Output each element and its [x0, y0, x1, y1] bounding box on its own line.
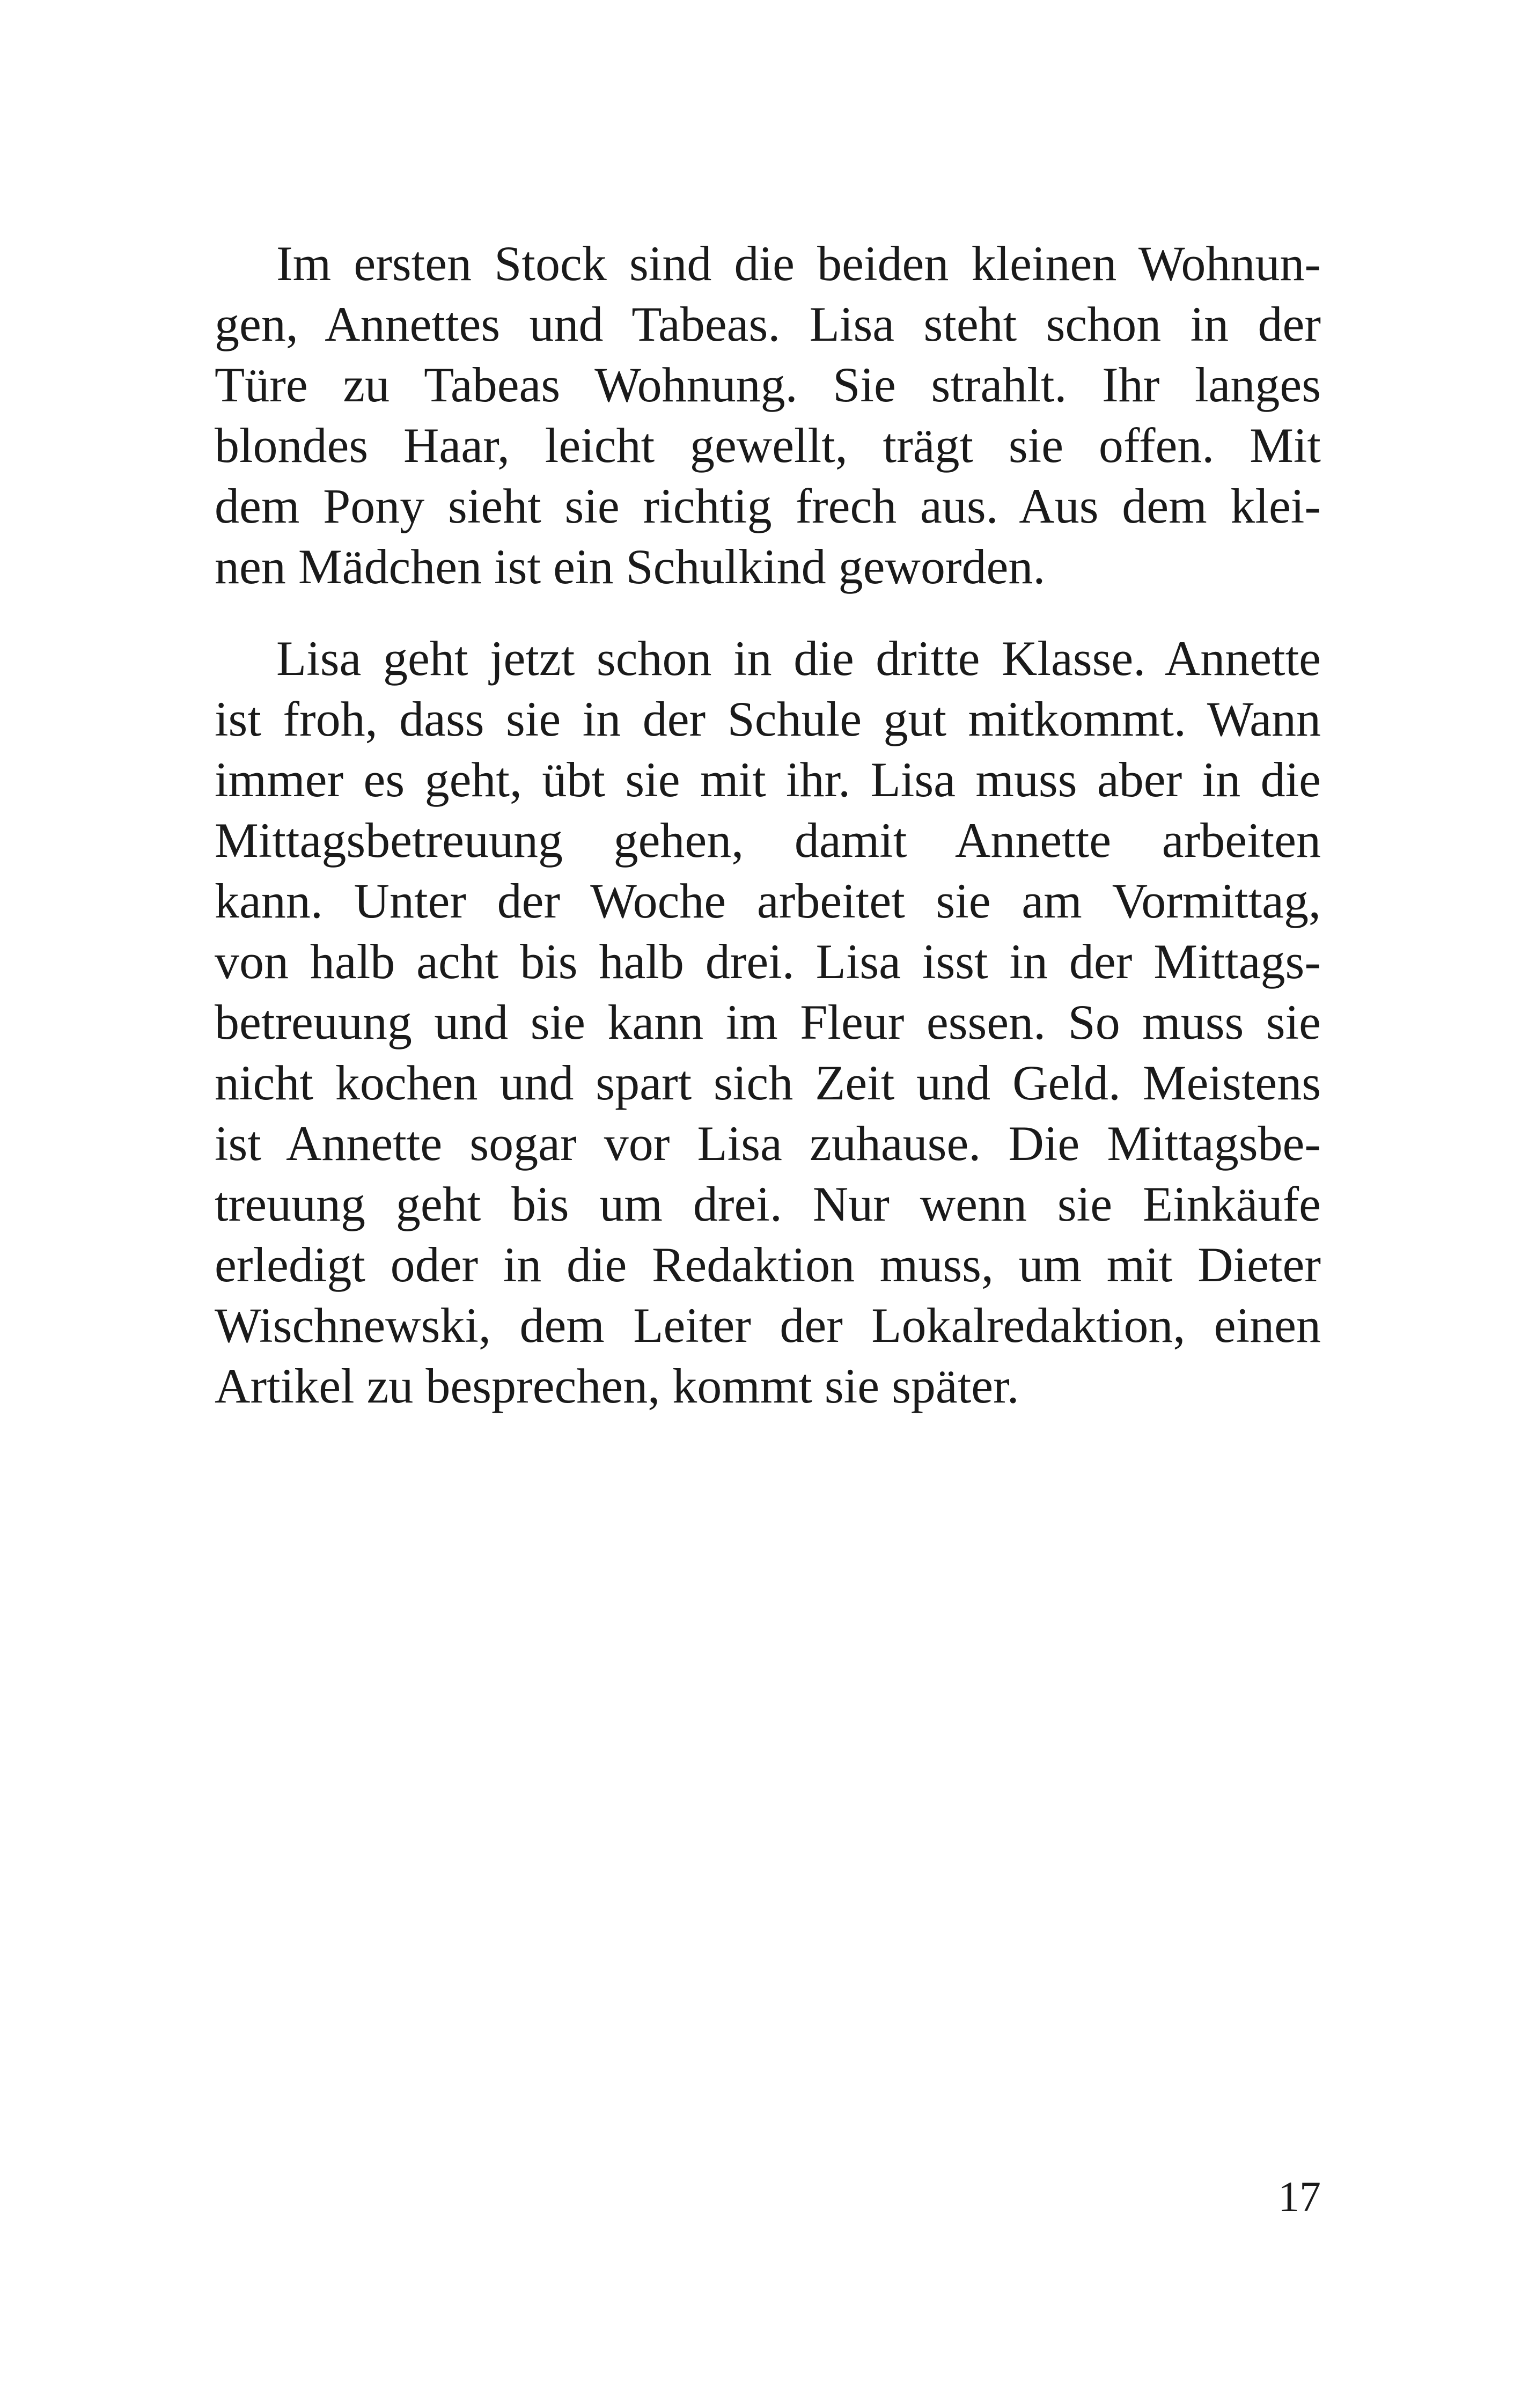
text-line: treuung geht bis um drei. Nur wenn sie Einkäufe	[215, 1177, 1321, 1231]
text-line: blondes Haar, leicht gewellt, trägt sie offen. Mit	[215, 418, 1321, 473]
paragraph-1	[215, 233, 1321, 597]
text-line: Mittagsbetreuung gehen, damit Annette arbeiten	[215, 813, 1321, 868]
text-line: kann. Unter der Woche arbeitet sie am Vormittag,	[215, 873, 1321, 928]
text-line: ist Annette sogar vor Lisa zuhause. Die Mittagsbe-	[215, 1116, 1321, 1171]
text-line: erledigt oder in die Redaktion muss, um mit Dieter	[215, 1237, 1321, 1292]
page-number: 17	[1278, 2174, 1321, 2221]
paragraph-2	[215, 628, 1321, 1416]
text-line: betreuung und sie kann im Fleur essen. So muss sie	[215, 995, 1321, 1049]
body-text	[215, 233, 1321, 1416]
text-line: nicht kochen und spart sich Zeit und Geld. Meistens	[215, 1055, 1321, 1110]
text-line: ist froh, dass sie in der Schule gut mitkommt. Wann	[215, 692, 1321, 746]
text-line: Im ersten Stock sind die beiden kleinen Wohnun-	[276, 236, 1321, 291]
text-line: von halb acht bis halb drei. Lisa isst in der Mittags-	[215, 934, 1321, 989]
text-line: Wischnewski, dem Leiter der Lokalredaktion, einen	[215, 1298, 1321, 1353]
text-line: Türe zu Tabeas Wohnung. Sie strahlt. Ihr langes	[215, 357, 1321, 412]
text-line: immer es geht, übt sie mit ihr. Lisa muss aber in die	[215, 752, 1321, 807]
text-line: nen Mädchen ist ein Schulkind geworden.	[215, 539, 1046, 594]
text-line: Lisa geht jetzt schon in die dritte Klasse. Annette	[276, 631, 1321, 686]
text-line: gen, Annettes und Tabeas. Lisa steht schon in der	[215, 297, 1321, 351]
text-line: dem Pony sieht sie richtig frech aus. Aus dem klei-	[215, 479, 1321, 533]
text-line: Artikel zu besprechen, kommt sie später.	[215, 1359, 1019, 1413]
